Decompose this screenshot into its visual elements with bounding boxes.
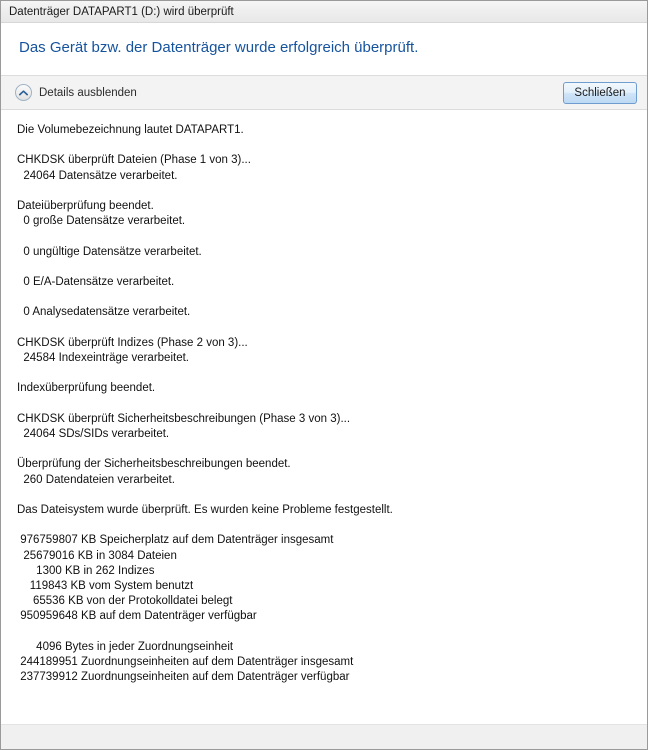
- log-line: 950959648 KB auf dem Datenträger verfügbar: [17, 610, 257, 623]
- log-line: [17, 229, 631, 244]
- log-line: 24584 Indexeinträge verarbeitet.: [17, 351, 189, 364]
- log-line: CHKDSK überprüft Sicherheitsbeschreibungen (Phase 3 von 3)...: [17, 412, 351, 425]
- details-toggle-button[interactable]: [15, 84, 137, 101]
- result-heading: Das Gerät bzw. der Datenträger wurde erfolgreich überprüft.: [19, 39, 419, 56]
- log-line: [17, 184, 631, 199]
- result-heading-zone: [1, 23, 647, 75]
- close-button[interactable]: Schließen: [563, 82, 637, 104]
- details-bar: [1, 76, 647, 110]
- log-line: [17, 625, 631, 640]
- log-line: [17, 321, 631, 336]
- dialog-body: [1, 23, 647, 749]
- log-line: 4096 Bytes in jeder Zuordnungseinheit: [17, 640, 234, 653]
- log-line: 260 Datendateien verarbeitet.: [17, 473, 175, 486]
- log-line: Indexüberprüfung beendet.: [17, 382, 156, 395]
- log-line: Das Dateisystem wurde überprüft. Es wurden keine Probleme festgestellt.: [17, 503, 393, 516]
- log-line: 0 große Datensätze verarbeitet.: [17, 215, 186, 228]
- log-line: 0 E/A-Datensätze verarbeitet.: [17, 275, 175, 288]
- log-line: 65536 KB von der Protokolldatei belegt: [17, 595, 233, 608]
- log-line: [17, 366, 631, 381]
- log-line: 119843 KB vom System benutzt: [17, 579, 194, 592]
- log-line: Überprüfung der Sicherheitsbeschreibungen beendet.: [17, 458, 291, 471]
- dialog-titlebar: [1, 1, 647, 23]
- log-line: [17, 518, 631, 533]
- log-line: 25679016 KB in 3084 Dateien: [17, 549, 177, 562]
- log-line: 1300 KB in 262 Indizes: [17, 564, 155, 577]
- log-line: [17, 260, 631, 275]
- log-line: 24064 SDs/SIDs verarbeitet.: [17, 427, 170, 440]
- log-line: Dateiüberprüfung beendet.: [17, 199, 154, 212]
- log-line: [17, 138, 631, 153]
- log-line: 237739912 Zuordnungseinheiten auf dem Datenträger verfügbar: [17, 671, 350, 684]
- log-line: 24064 Datensätze verarbeitet.: [17, 169, 178, 182]
- log-line: 976759807 KB Speicherplatz auf dem Datenträger insgesamt: [17, 534, 334, 547]
- log-line: [17, 397, 631, 412]
- dialog-title: Datenträger DATAPART1 (D:) wird überprüft: [9, 5, 234, 18]
- details-toggle-label: Details ausblenden: [39, 86, 137, 99]
- log-line: 0 Analysedatensätze verarbeitet.: [17, 306, 191, 319]
- log-line: 0 ungültige Datensätze verarbeitet.: [17, 245, 202, 258]
- log-line: Die Volumebezeichnung lautet DATAPART1.: [17, 124, 244, 136]
- log-line: CHKDSK überprüft Indizes (Phase 2 von 3)...: [17, 336, 248, 349]
- log-line: 244189951 Zuordnungseinheiten auf dem Datenträger insgesamt: [17, 655, 354, 668]
- log-line: [17, 442, 631, 457]
- dialog-statusbar: [1, 724, 647, 749]
- chkdsk-log: [1, 110, 647, 724]
- log-line: [17, 290, 631, 305]
- log-line: CHKDSK überprüft Dateien (Phase 1 von 3)...: [17, 154, 251, 167]
- log-line: [17, 488, 631, 503]
- chevron-up-icon: [15, 84, 32, 101]
